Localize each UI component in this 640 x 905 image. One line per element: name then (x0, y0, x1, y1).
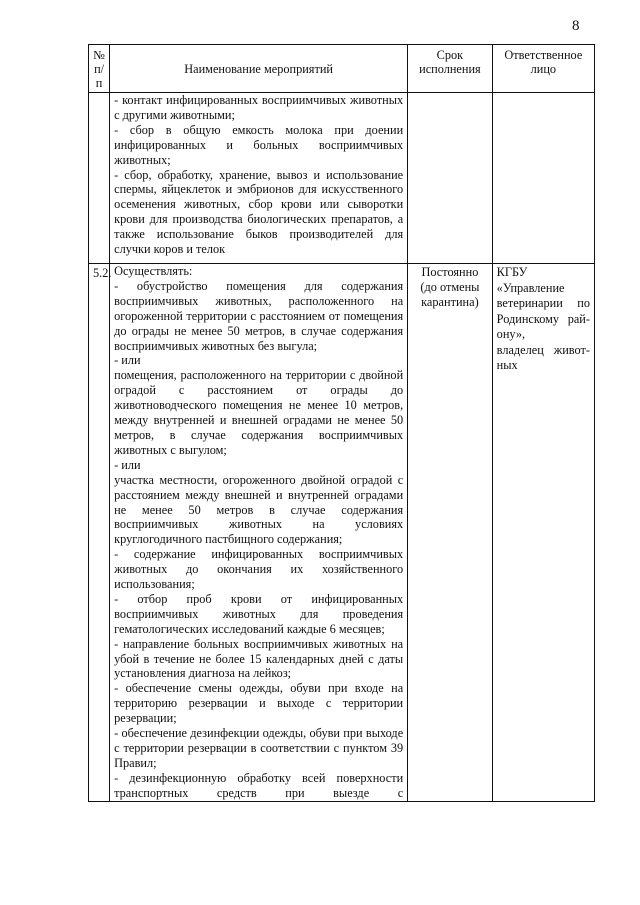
term-cell (408, 93, 493, 264)
page-number: 8 (572, 18, 580, 34)
list-item: помещения, расположенного на территории с двойной оградой с расстоянием от ограды до животноводческого помещения не менее 10 метров, между внутренней и внешней оградами не менее 50 метров, в случае содержания восприимчивых животных с выгулом; (114, 368, 404, 457)
list-item: - отбор проб крови от инфицированных восприимчивых животных для проведения гематологических исследований каждые 6 месяцев; (114, 591, 404, 636)
list-item: - сбор, обработку, хранение, вывоз и использование спермы, яйцеклеток и эмбрионов для искусственного осеменения животных, сбор крови или сыворотки крови для производства биологических препаратов, а также использование быков производителей для случки коров и телок (114, 167, 404, 257)
list-item: - или (114, 457, 141, 472)
table-row (89, 93, 595, 264)
responsible-cell (492, 93, 594, 264)
responsible-line: «Управление ветеринарии по Родинскому рай- (496, 280, 590, 326)
measure-description-cell (110, 264, 408, 802)
list-item: - сбор в общую емкость молока при доении инфицированных и больных восприимчивых животных; (114, 122, 404, 167)
header-number: № п/п (89, 45, 110, 93)
table-row (89, 264, 595, 802)
row-number-cell (89, 93, 110, 264)
header-name: Наименование мероприятий (110, 45, 408, 93)
responsible-line: ных (496, 358, 518, 372)
responsible-line: КГБУ (496, 265, 528, 279)
header-term: Срок исполнения (408, 45, 493, 93)
header-responsible: Ответственное лицо (492, 45, 594, 93)
list-item: - дезинфекционную обработку всей поверхности транспортных средств при выезде с (114, 770, 404, 800)
list-item: - содержание инфицированных восприимчивых животных до окончания их хозяйственного использования; (114, 547, 404, 592)
responsible-line: владелец живот- (496, 342, 590, 357)
measures-table (88, 44, 595, 802)
measure-description-cell (110, 93, 408, 264)
responsible-line: ону», (496, 327, 526, 341)
row-number-cell: 5.2. (89, 264, 110, 802)
list-item: - контакт инфицированных восприимчивых животных с другими животными; (114, 93, 404, 122)
list-item: - обеспечение дезинфекции одежды, обуви при выходе с территории резервации в соответствии с пунктом 39 Правил; (114, 726, 404, 770)
list-item: - направление больных восприимчивых животных на убой в течение не более 15 календарных дней с даты установления диагноза на лейкоз; (114, 636, 404, 681)
list-item: Осуществлять: (114, 264, 193, 278)
list-item: - или (114, 353, 141, 368)
term-cell: Постоянно (до отмены карантина) (408, 264, 493, 802)
list-item: - обеспечение смены одежды, обуви при входе на территорию резервации и выходе с территории резервации; (114, 681, 404, 726)
responsible-cell (492, 264, 594, 802)
list-item: - обустройство помещения для содержания восприимчивых животных, расположенного на огороженной территории с расстоянием от помещения до ограды не менее 50 метров, в случае содержания восприимчивых животных без выгула; (114, 278, 404, 353)
table-header-row (89, 45, 595, 93)
list-item: участка местности, огороженного двойной оградой с расстоянием между внешней и внутренней оградами не менее 50 метров в случае содержания восприимчивых животных на условиях круглогодичного пастбищного содержания; (114, 472, 404, 547)
